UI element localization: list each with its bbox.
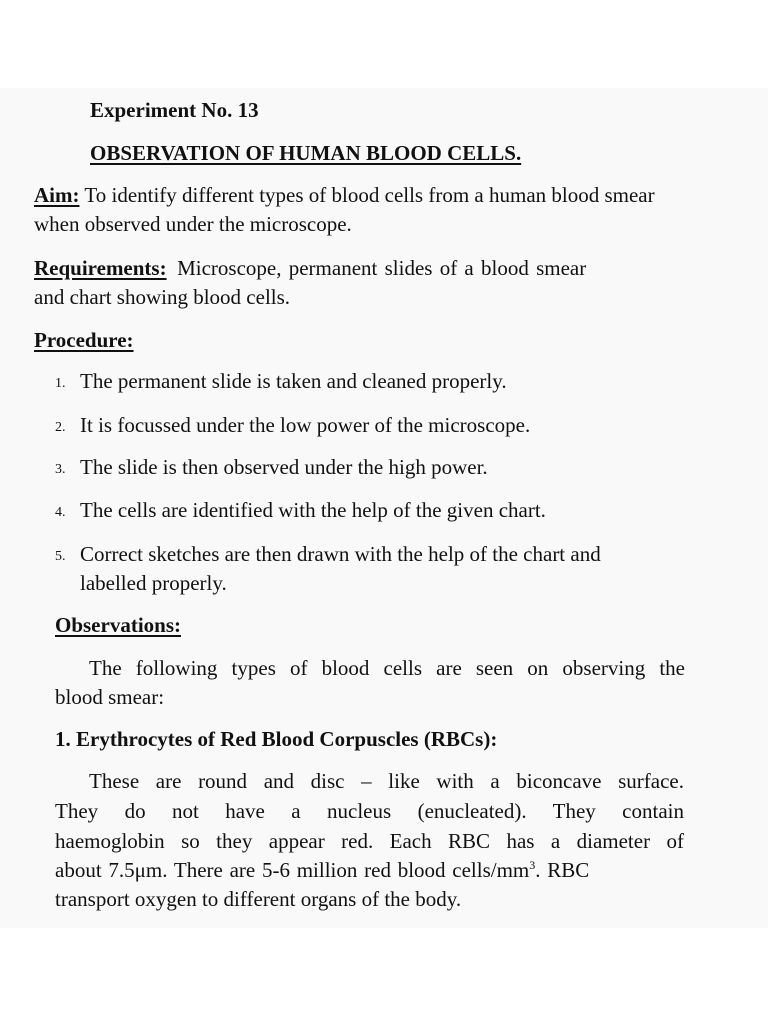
requirements-line-1	[34, 254, 688, 283]
observations-label: Observations:	[55, 613, 181, 637]
rbc-line-2: They do not have a nucleus (enucleated). They contain	[55, 799, 684, 823]
observations-intro-line-1: The following types of blood cells are seen on observing the	[89, 656, 685, 680]
step-text-continued: labelled properly.	[80, 571, 227, 595]
requirements-line-2: and chart showing blood cells.	[34, 285, 291, 309]
step-text: The cells are identified with the help of the given chart.	[80, 498, 546, 522]
rbc-line-3: haemoglobin so they appear red. Each RBC has a diameter of	[55, 829, 684, 853]
requirements-text-1: Microscope, permanent slides of a blood smear	[177, 256, 587, 280]
requirements-label: Requirements:	[34, 256, 167, 280]
rbc-line-1: These are round and disc – like with a biconcave surface.	[89, 769, 684, 793]
procedure-label: Procedure:	[34, 328, 134, 352]
rbc-heading: 1. Erythrocytes of Red Blood Corpuscles (RBCs):	[55, 727, 498, 751]
aim-text-1: To identify different types of blood cells from a human blood smear	[84, 183, 655, 207]
aim-label: Aim:	[34, 183, 80, 207]
step-text: Correct sketches are then drawn with the help of the chart and	[80, 542, 601, 566]
rbc-line-5: transport oxygen to different organs of the body.	[55, 887, 462, 911]
rbc-line-4-superscript: 3	[529, 858, 536, 872]
rbc-line-4-text: about 7.5μm. There are 5-6 million red blood cells/mm	[55, 858, 530, 882]
experiment-heading: OBSERVATION OF HUMAN BLOOD CELLS.	[90, 141, 522, 165]
step-number: 5.	[55, 549, 66, 564]
step-number: 4.	[55, 505, 66, 520]
step-number: 3.	[55, 462, 66, 477]
step-text: The slide is then observed under the high power.	[80, 455, 488, 479]
aim-line-2: when observed under the microscope.	[34, 212, 352, 236]
step-number: 1.	[55, 376, 66, 391]
experiment-title: Experiment No. 13	[90, 98, 259, 122]
observations-intro-line-2: blood smear:	[55, 685, 165, 709]
aim-line-1	[34, 181, 655, 210]
step-text: The permanent slide is taken and cleaned properly.	[80, 369, 507, 393]
step-text: It is focussed under the low power of the microscope.	[80, 413, 531, 437]
rbc-line-4	[55, 856, 684, 885]
rbc-line-4-end: . RBC	[535, 858, 590, 882]
step-number: 2.	[55, 420, 66, 435]
